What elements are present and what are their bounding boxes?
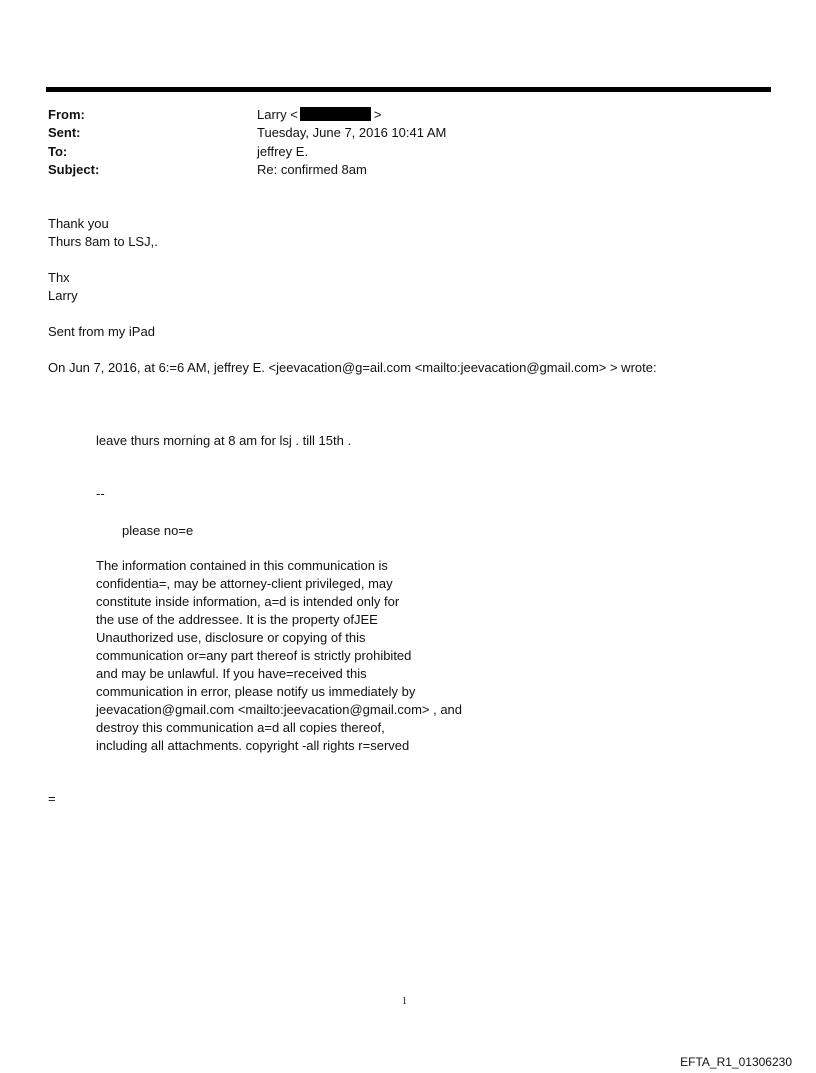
signature-note: please no=e [122,523,194,538]
disclaimer-line: The information contained in this communication is [96,558,388,573]
reply-line: Thank you [48,216,109,231]
reply-line: Thurs 8am to LSJ,. [48,234,158,249]
document-id: EFTA_R1_01306230 [680,1055,792,1069]
disclaimer-line: Unauthorized use, disclosure or copying of this [96,630,366,645]
from-value-prefix: Larry < [257,107,298,122]
header-rule [46,87,771,92]
subject-value: Re: confirmed 8am [257,161,367,177]
from-value [257,106,381,124]
to-label: To: [48,143,68,159]
sent-from-line: Sent from my iPad [48,324,155,339]
trailing-mark: = [48,791,56,806]
sign-line: Thx [48,270,70,285]
disclaimer-line: destroy this communication a=d all copies thereof, [96,720,385,735]
disclaimer-line: constitute inside information, a=d is intended only for [96,594,400,609]
disclaimer-line: and may be unlawful. If you have=received this [96,666,367,681]
signature-separator: -- [96,486,105,501]
sent-value: Tuesday, June 7, 2016 10:41 AM [257,125,447,141]
quoted-message: leave thurs morning at 8 am for lsj . till 15th . [96,433,352,448]
disclaimer-line: confidentia=, may be attorney-client privileged, may [96,576,393,591]
to-value: jeffrey E. [257,143,309,159]
disclaimer-line: including all attachments. copyright -all rights r=served [96,738,410,753]
sign-line: Larry [48,288,78,303]
disclaimer-line: the use of the addressee. It is the property ofJEE [96,612,378,627]
disclaimer-line: jeevacation@gmail.com <mailto:jeevacation@gmail.com> , and [96,702,463,717]
disclaimer-line: communication or=any part thereof is strictly prohibited [96,648,412,663]
sent-label: Sent: [48,125,81,141]
redaction-box [300,107,371,121]
page-number: 1 [402,996,407,1007]
from-value-suffix: > [373,107,382,122]
from-label: From: [48,107,85,122]
subject-label: Subject: [48,161,100,177]
quote-header: On Jun 7, 2016, at 6:=6 AM, jeffrey E. <jeevacation@g=ail.com <mailto:jeevacation@gmail.com> > wrote: [48,360,657,375]
disclaimer-line: communication in error, please notify us immediately by [96,684,416,699]
